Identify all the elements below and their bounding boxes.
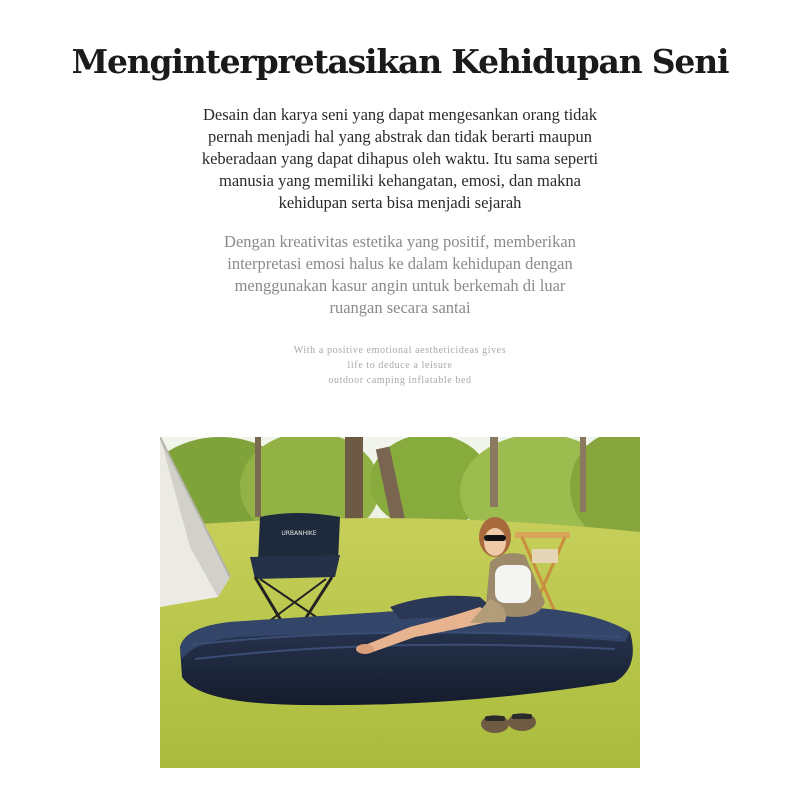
page-title: Menginterpretasikan Kehidupan Seni <box>71 42 729 81</box>
english-caption-line: outdoor camping inflatable bed <box>328 375 472 386</box>
camping-photo <box>160 437 640 768</box>
english-caption-line: life to deduce a leisure <box>347 360 453 371</box>
secondary-paragraph <box>170 231 630 319</box>
english-caption-line: With a positive emotional aestheticideas gives <box>293 345 507 356</box>
intro-line: manusia yang memiliki kehangatan, emosi, dan makna <box>219 171 581 190</box>
secondary-line: Dengan kreativitas estetika yang positif, memberikan <box>224 232 576 251</box>
intro-line: Desain dan karya seni yang dapat mengesankan orang tidak <box>202 105 598 124</box>
english-caption <box>250 343 550 388</box>
secondary-line: ruangan secara santai <box>329 298 471 317</box>
intro-line: keberadaan yang dapat dihapus oleh waktu. Itu sama seperti <box>201 149 599 168</box>
intro-line: pernah menjadi hal yang abstrak dan tidak berarti maupun <box>208 127 592 146</box>
intro-line: kehidupan serta bisa menjadi sejarah <box>278 193 522 212</box>
secondary-line: interpretasi emosi halus ke dalam kehidupan dengan <box>227 254 573 273</box>
secondary-line: menggunakan kasur angin untuk berkemah di luar <box>234 276 566 295</box>
chair-brand-label: URBANHIKE <box>281 530 317 537</box>
intro-paragraph <box>160 104 640 214</box>
